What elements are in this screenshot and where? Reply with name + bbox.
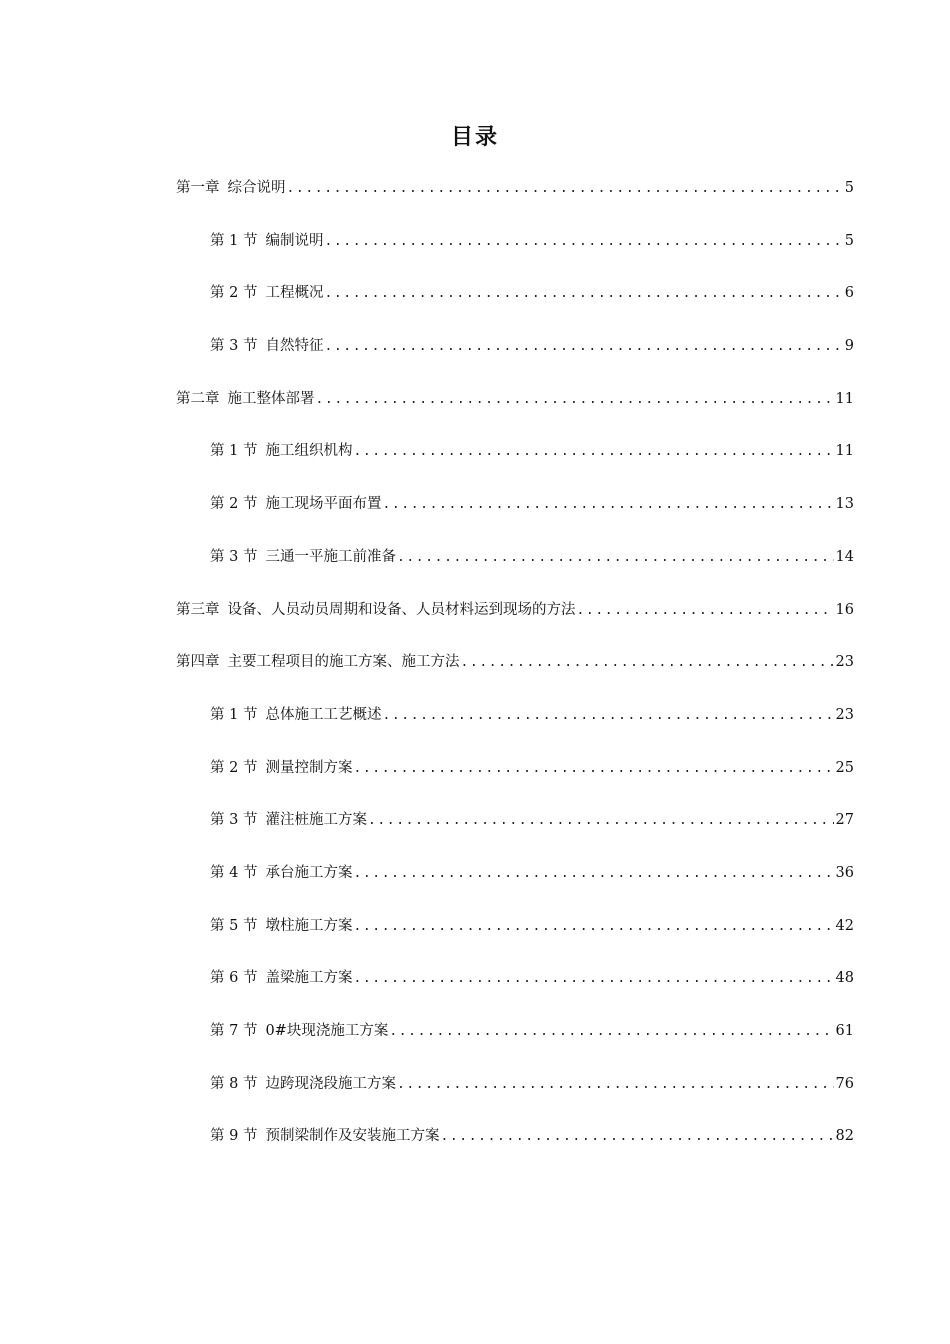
toc-chapter-entry[interactable] [176, 650, 854, 703]
toc-entry-number: 第 5 节 [210, 917, 258, 934]
toc-dot-leader [316, 392, 834, 407]
toc-entry-number: 第 3 节 [210, 338, 258, 355]
toc-entry-number: 第 7 节 [210, 1023, 258, 1039]
toc-section-entry[interactable] [176, 914, 854, 967]
toc-entry-number: 第 4 节 [210, 864, 258, 881]
toc-section-entry[interactable] [176, 808, 854, 861]
toc-entry-number: 第 3 节 [210, 812, 258, 829]
toc-entry-label [210, 334, 323, 355]
toc-dot-leader [324, 286, 842, 301]
toc-page-number: 16 [835, 601, 854, 618]
toc-entry-label [210, 1019, 388, 1040]
toc-entry-text: 工程概况 [265, 285, 324, 302]
toc-entry-text: 承台施工方案 [265, 864, 353, 881]
toc-page-number: 61 [835, 1023, 854, 1039]
toc-entry-text: 编制说明 [265, 232, 324, 249]
toc-page-number: 25 [835, 759, 854, 776]
toc-section-entry[interactable] [176, 439, 854, 492]
toc-entry-number: 第 6 节 [210, 970, 258, 987]
toc-dot-leader [368, 813, 834, 828]
toc-entry-text: 施工现场平面布置 [265, 496, 382, 513]
toc-dot-leader [577, 603, 834, 618]
toc-section-entry[interactable] [176, 756, 854, 809]
toc-entry-text: 主要工程项目的施工方案、施工方法 [227, 654, 460, 671]
toc-entry-label [210, 492, 381, 513]
toc-page-number: 11 [835, 443, 854, 460]
toc-page-number: 6 [844, 285, 854, 302]
toc-entry-label [176, 176, 286, 197]
toc-entry-text: 三通一平施工前准备 [265, 548, 396, 565]
toc-entry-label [210, 808, 367, 829]
toc-entry-text: 施工整体部署 [227, 390, 315, 407]
toc-section-entry[interactable] [176, 545, 854, 598]
toc-page-number: 9 [844, 338, 854, 355]
toc-entry-number: 第 2 节 [210, 759, 258, 776]
toc-entry-text: 综合说明 [227, 180, 286, 196]
toc-dot-leader [324, 234, 842, 249]
toc-entry-label [210, 545, 396, 566]
toc-entry-label [210, 281, 323, 302]
toc-chapter-entry[interactable] [176, 598, 854, 651]
toc-page-number: 23 [835, 654, 854, 671]
toc-section-entry[interactable] [176, 281, 854, 334]
toc-dot-leader [287, 181, 843, 196]
toc-dot-leader [382, 497, 833, 512]
toc-entry-label [210, 756, 352, 777]
toc-entry-number: 第 2 节 [210, 285, 258, 302]
toc-section-entry[interactable] [176, 966, 854, 1019]
toc-page-number: 76 [835, 1075, 854, 1092]
toc-dot-leader [461, 655, 834, 670]
toc-dot-leader [353, 866, 833, 881]
toc-section-entry[interactable] [176, 861, 854, 914]
toc-chapter-entry[interactable] [176, 387, 854, 440]
toc-entry-number: 第 8 节 [210, 1075, 258, 1092]
toc-entry-text: 总体施工工艺概述 [265, 706, 382, 723]
toc-dot-leader [353, 444, 833, 459]
toc-section-entry[interactable] [176, 1019, 854, 1072]
toc-entry-label [210, 703, 381, 724]
toc-entry-number: 第 9 节 [210, 1128, 258, 1145]
toc-section-entry[interactable] [176, 229, 854, 282]
toc-dot-leader [353, 761, 833, 776]
toc-list [176, 176, 854, 1177]
toc-page-number: 5 [844, 232, 854, 249]
toc-entry-label [176, 598, 576, 619]
toc-entry-label [210, 439, 352, 460]
toc-entry-number: 第 1 节 [210, 706, 258, 723]
toc-section-entry[interactable] [176, 492, 854, 545]
toc-section-entry[interactable] [176, 1072, 854, 1125]
toc-entry-text: 预制梁制作及安装施工方案 [265, 1128, 440, 1145]
toc-title: 目录 [450, 125, 499, 150]
toc-dot-leader [382, 708, 833, 723]
toc-entry-number: 第 1 节 [210, 443, 258, 460]
toc-dot-leader [397, 550, 834, 565]
toc-page-number: 27 [835, 812, 854, 829]
toc-entry-text: 设备、人员动员周期和设备、人员材料运到现场的方法 [227, 601, 576, 618]
toc-dot-leader [324, 339, 842, 354]
toc-entry-text: 测量控制方案 [265, 759, 353, 776]
toc-entry-number: 第一章 [176, 180, 220, 196]
toc-page-number: 82 [835, 1128, 854, 1145]
toc-page-number: 48 [835, 970, 854, 987]
toc-page-number: 42 [835, 917, 854, 934]
toc-page-number: 23 [835, 706, 854, 723]
toc-entry-text: 盖梁施工方案 [265, 970, 353, 987]
toc-entry-number: 第 2 节 [210, 496, 258, 513]
toc-dot-leader [353, 971, 833, 986]
toc-entry-label [210, 966, 352, 987]
toc-section-entry[interactable] [176, 703, 854, 756]
toc-entry-number: 第 1 节 [210, 232, 258, 249]
toc-page-number: 14 [835, 548, 854, 565]
toc-entry-number: 第 3 节 [210, 548, 258, 565]
toc-entry-text: 灌注桩施工方案 [265, 812, 367, 829]
toc-dot-leader [440, 1129, 833, 1144]
toc-entry-label [210, 914, 352, 935]
toc-page-number: 13 [835, 496, 854, 513]
toc-entry-text: 自然特征 [265, 338, 324, 355]
toc-entry-text: 墩柱施工方案 [265, 917, 353, 934]
toc-section-entry[interactable] [176, 1124, 854, 1177]
toc-entry-label [176, 650, 460, 671]
toc-entry-label [210, 1124, 439, 1145]
toc-entry-text: 施工组织机构 [265, 443, 353, 460]
toc-entry-text: 0#块现浇施工方案 [265, 1023, 389, 1039]
toc-entry-label [176, 387, 315, 408]
toc-entry-text: 边跨现浇段施工方案 [265, 1075, 396, 1092]
toc-section-entry[interactable] [176, 334, 854, 387]
toc-page-number: 11 [835, 390, 854, 407]
toc-dot-leader [397, 1077, 834, 1092]
toc-dot-leader [389, 1024, 833, 1039]
toc-entry-number: 第二章 [176, 390, 220, 407]
toc-entry-number: 第三章 [176, 601, 220, 618]
toc-entry-label [210, 1072, 396, 1093]
toc-dot-leader [353, 919, 833, 934]
toc-entry-label [210, 229, 323, 250]
toc-chapter-entry[interactable] [176, 176, 854, 229]
toc-entry-number: 第四章 [176, 654, 220, 671]
toc-entry-label [210, 861, 352, 882]
toc-page-number: 36 [835, 864, 854, 881]
toc-page-number: 5 [844, 180, 854, 196]
